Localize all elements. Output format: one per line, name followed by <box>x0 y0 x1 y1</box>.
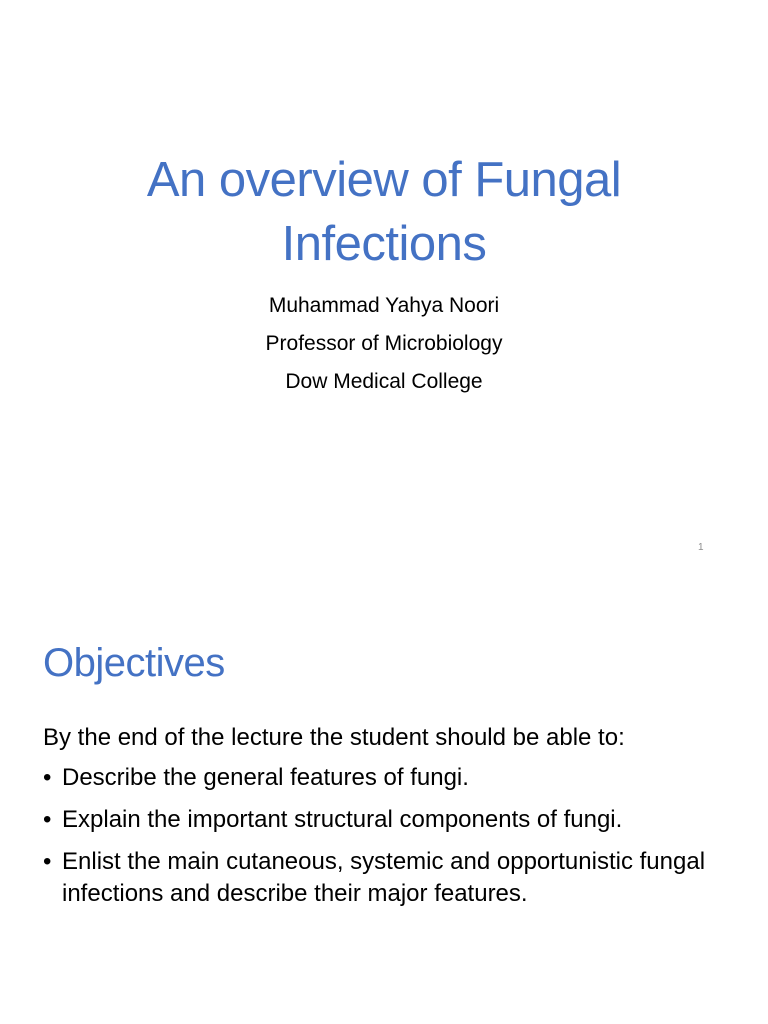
presenter-info <box>0 287 768 401</box>
objectives-heading: Objectives <box>43 641 225 685</box>
author-institution: Dow Medical College <box>285 370 483 393</box>
list-item <box>43 804 743 836</box>
objectives-slide <box>0 576 768 1024</box>
author-position: Professor of Microbiology <box>265 332 503 355</box>
title-line-2: Infections <box>281 217 487 271</box>
objectives-list <box>43 762 743 920</box>
slide-number: 1 <box>698 542 704 553</box>
list-item <box>43 846 743 910</box>
title-line-1: An overview of Fungal <box>146 153 622 207</box>
objectives-intro: By the end of the lecture the student should be able to: <box>43 724 625 751</box>
author-name: Muhammad Yahya Noori <box>268 294 500 317</box>
list-item <box>43 762 743 794</box>
presentation-title <box>40 148 728 276</box>
objective-text: Enlist the main cutaneous, systemic and opportunistic fungal infections and describe their major features. <box>62 848 706 907</box>
objective-text: Describe the general features of fungi. <box>62 764 469 791</box>
bullet-icon: • <box>43 848 52 875</box>
objective-text: Explain the important structural components of fungi. <box>62 806 623 833</box>
bullet-icon: • <box>43 806 52 833</box>
bullet-icon: • <box>43 764 52 791</box>
